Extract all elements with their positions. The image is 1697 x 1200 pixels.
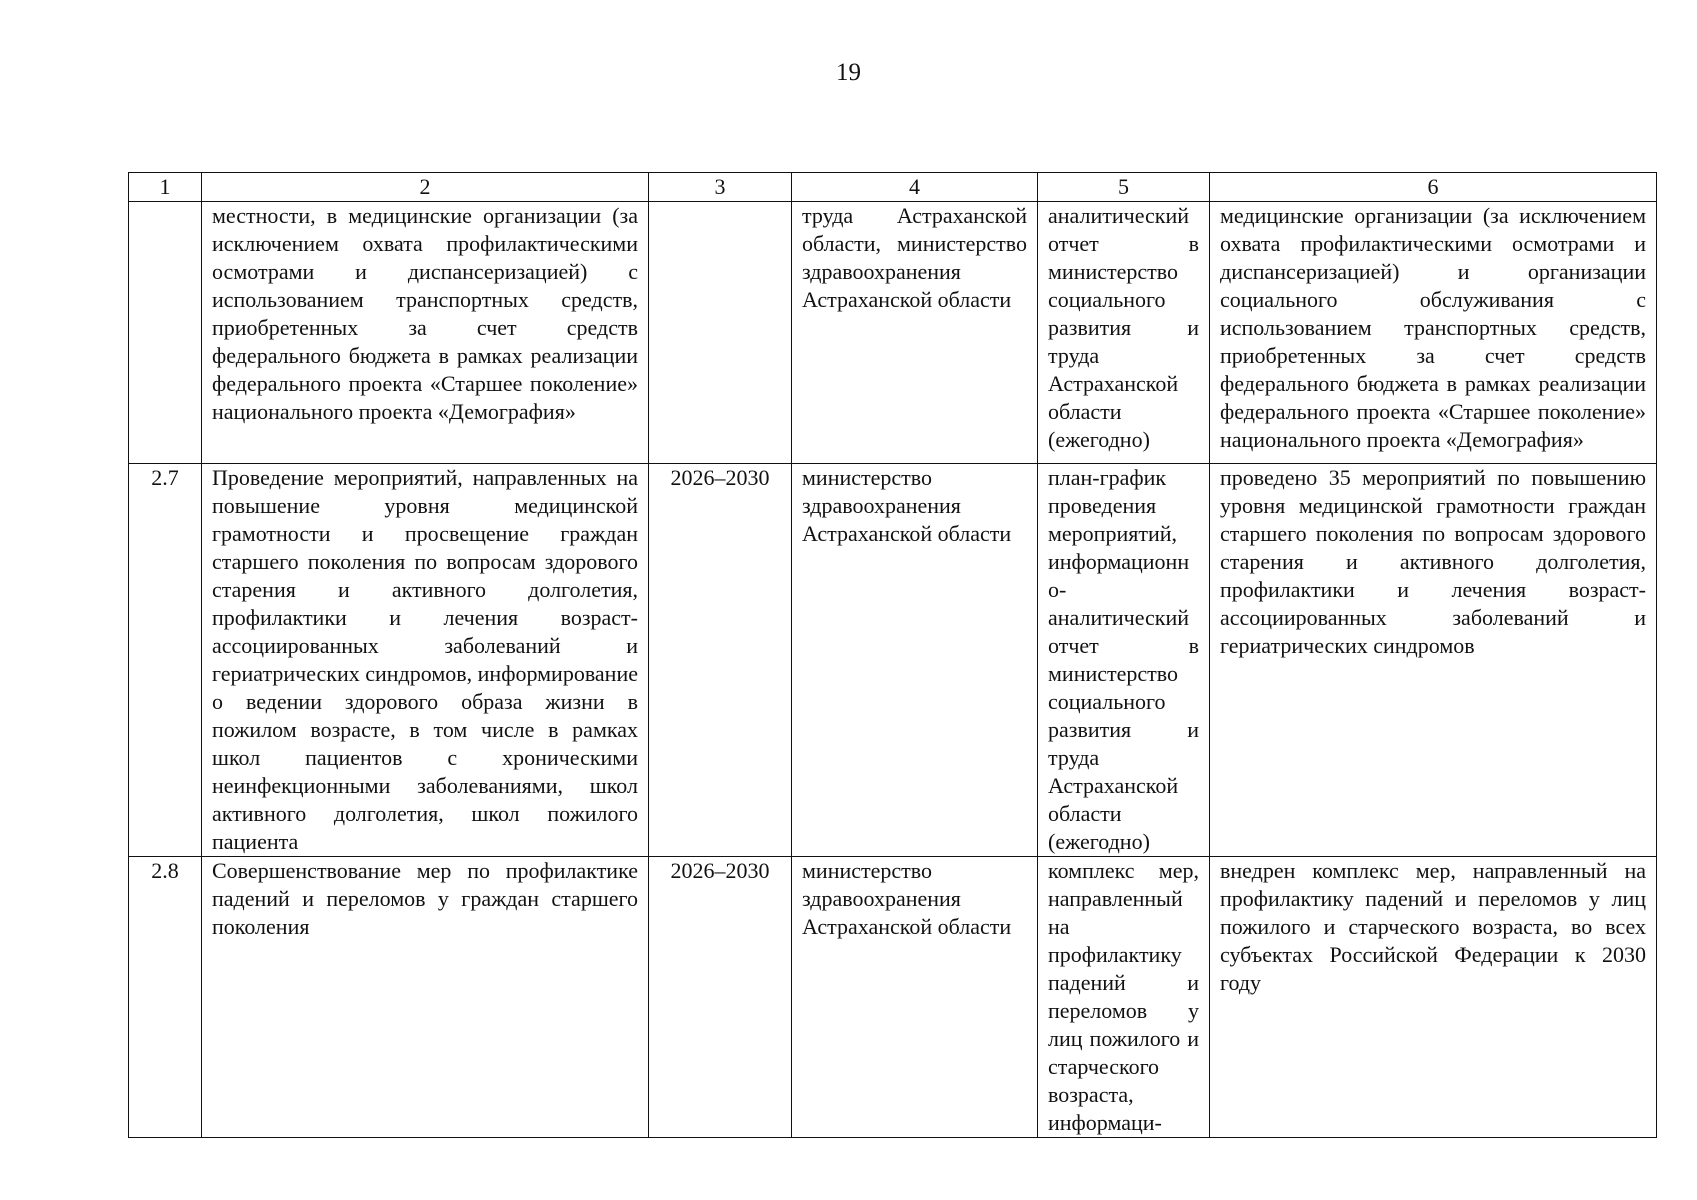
item-number: 2.7 [129, 464, 202, 857]
item-number [129, 202, 202, 464]
column-header: 3 [649, 173, 792, 202]
action-plan-table [128, 172, 1657, 1138]
column-header: 6 [1210, 173, 1657, 202]
column-header: 4 [792, 173, 1038, 202]
measure-cell: Проведение мероприятий, направленных на повышение уровня медицинской грамотности и просвещение граждан старшего поколения по вопросам здорового старения и активного долголетия, профилактики и лечения возраст-ассоциированных заболеваний и гериатрических синдромов, информирование о ведении здорового образа жизни в пожилом возрасте, в том числе в рамках школ пациентов с хроническими неинфекционными заболеваниями, школ активного долголетия, школ пожилого пациента [202, 464, 649, 857]
period-cell: 2026–2030 [649, 464, 792, 857]
column-number-row [129, 173, 1657, 202]
period-cell [649, 202, 792, 464]
table-row [129, 464, 1657, 857]
column-header: 5 [1038, 173, 1210, 202]
result-cell: проведено 35 мероприятий по повышению уровня медицинской грамотности граждан старшего поколения по вопросам здорового старения и активного долголетия, профилактики и лечения возраст-ассоциированных заболеваний и гериатрических синдромов [1210, 464, 1657, 857]
result-cell: медицинские организации (за исключением охвата профилактическими осмотрами и диспансеризацией) и организации социального обслуживания с использованием транспортных средств, приобретенных за счет средств федерального бюджета в рамках реализации федерального проекта «Старшее поколение» национального проекта «Демография» [1210, 202, 1657, 464]
executor-cell: министерство здравоохранения Астраханской области [792, 464, 1038, 857]
report-cell: комплекс мер, направленный на профилактику падений и переломов у лиц пожилого и старческого возраста, информаци- [1038, 857, 1210, 1138]
report-cell: аналитический отчет в министерство социального развития и труда Астраханской области (ежегодно) [1038, 202, 1210, 464]
column-header: 1 [129, 173, 202, 202]
result-cell: внедрен комплекс мер, направленный на профилактику падений и переломов у лиц пожилого и старческого возраста, во всех субъектах Российской Федерации к 2030 году [1210, 857, 1657, 1138]
table-row [129, 202, 1657, 464]
report-cell: план-график проведения мероприятий, информационно-аналитический отчет в министерство социального развития и труда Астраханской области (ежегодно) [1038, 464, 1210, 857]
table-row [129, 857, 1657, 1138]
page-number: 19 [836, 59, 861, 86]
executor-cell: труда Астраханской области, министерство здравоохранения Астраханской области [792, 202, 1038, 464]
column-header: 2 [202, 173, 649, 202]
measure-cell: Совершенствование мер по профилактике падений и переломов у граждан старшего поколения [202, 857, 649, 1138]
period-cell: 2026–2030 [649, 857, 792, 1138]
executor-cell: министерство здравоохранения Астраханской области [792, 857, 1038, 1138]
measure-cell: местности, в медицинские организации (за исключением охвата профилактическими осмотрами и диспансеризацией) с использованием транспортных средств, приобретенных за счет средств федерального бюджета в рамках реализации федерального проекта «Старшее поколение» национального проекта «Демография» [202, 202, 649, 464]
item-number: 2.8 [129, 857, 202, 1138]
